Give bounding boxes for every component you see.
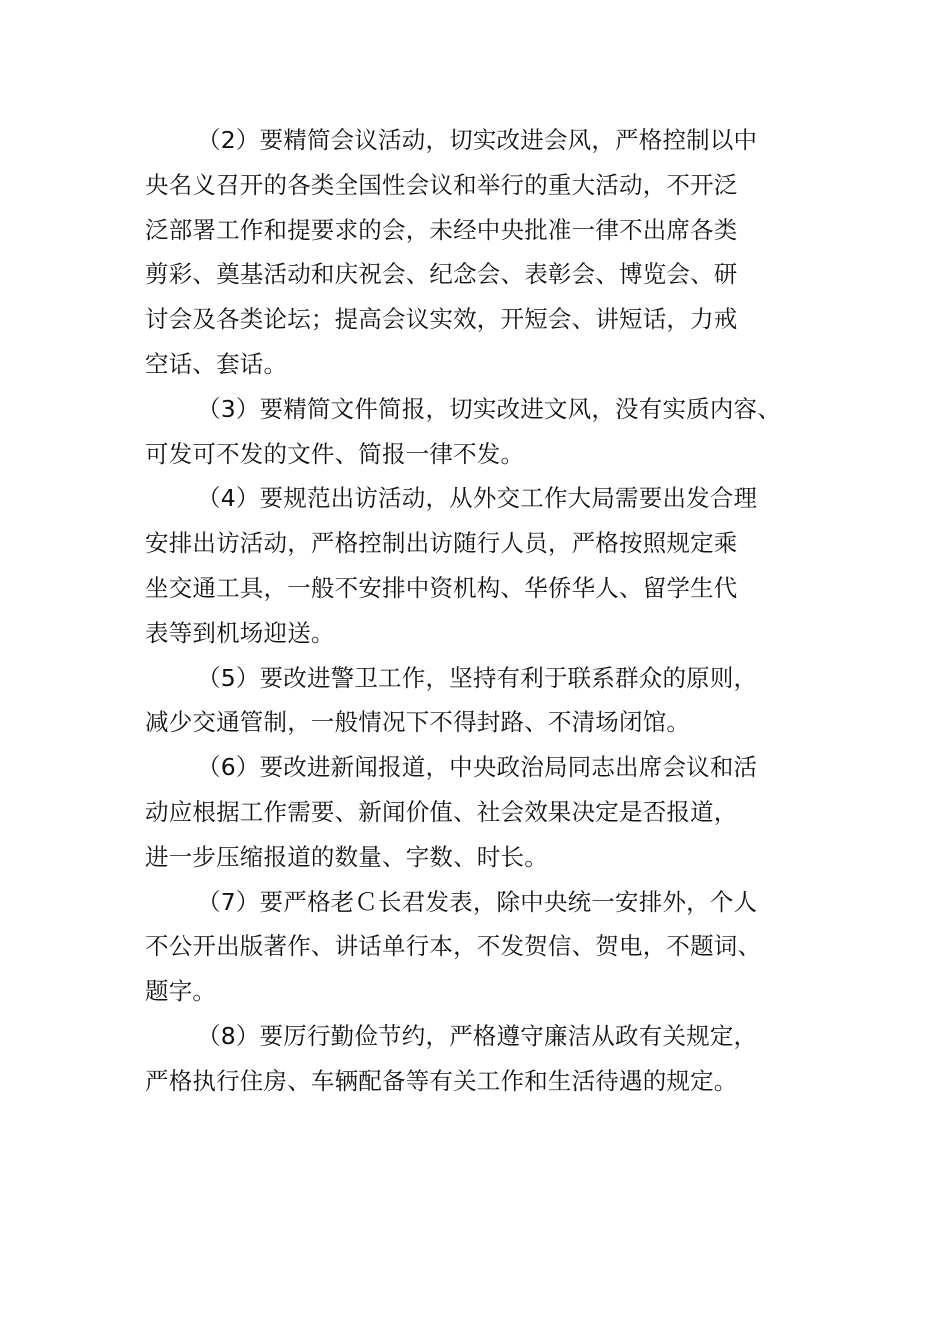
paragraph-5-line-2: 减少交通管制，一般情况下不得封路、不清场闭馆。	[145, 708, 691, 737]
paragraph-4-line-2: 安排出访活动，严格控制出访随行人员，严格按照规定乘	[145, 529, 738, 558]
paragraph-4-line-3: 坐交通工具，一般不安排中资机构、华侨华人、留学生代	[145, 573, 738, 602]
paragraph-5-line-1: （5）要改进警卫工作，坚持有利于联系群众的原则，	[197, 663, 758, 692]
paragraph-7-line-2: 不公开出版著作、讲话单行本，不发贺信、贺电，不题词、	[145, 932, 762, 961]
paragraph-4-line-4: 表等到机场迎送。	[145, 618, 335, 647]
paragraph-4-line-1: （4）要规范出访活动，从外交工作大局需要出发合理	[197, 484, 758, 513]
document-body	[145, 118, 815, 1104]
paragraph-2-line-3: 泛部署工作和提要求的会，未经中央批准一律不出席各类	[145, 215, 738, 244]
paragraph-6-line-3: 进一步压缩报道的数量、字数、时长。	[145, 842, 548, 871]
paragraph-6-line-2: 动应根据工作需要、新闻价值、社会效果决定是否报道，	[145, 797, 738, 826]
paragraph-2-line-1: （2）要精简会议活动，切实改进会风，严格控制以中	[197, 126, 758, 154]
paragraph-8-line-2: 严格执行住房、车辆配备等有关工作和生活待遇的规定。	[145, 1066, 738, 1095]
paragraph-2-line-6: 空话、套话。	[145, 349, 288, 378]
paragraph-7-line-3: 题字。	[145, 977, 217, 1006]
paragraph-3-line-2: 可发可不发的文件、简报一律不发。	[145, 439, 525, 468]
paragraph-3-line-1: （3）要精简文件简报，切实改进文风，没有实质内容、	[197, 394, 781, 423]
paragraph-6-line-1: （6）要改进新闻报道，中央政治局同志出席会议和活	[197, 753, 758, 782]
paragraph-8-line-1: （8）要厉行勤俭节约，严格遵守廉洁从政有关规定，	[197, 1021, 758, 1050]
paragraph-2-line-5: 讨会及各类论坛；提高会议实效，开短会、讲短话，力戒	[145, 305, 738, 334]
paragraph-2-line-2: 央名义召开的各类全国性会议和举行的重大活动，不开泛	[145, 170, 738, 199]
paragraph-2-line-4: 剪彩、奠基活动和庆祝会、纪念会、表彰会、博览会、研	[145, 260, 738, 289]
paragraph-7-line-1: （7）要严格老Ｃ长君发表，除中央统一安排外，个人	[197, 887, 758, 916]
